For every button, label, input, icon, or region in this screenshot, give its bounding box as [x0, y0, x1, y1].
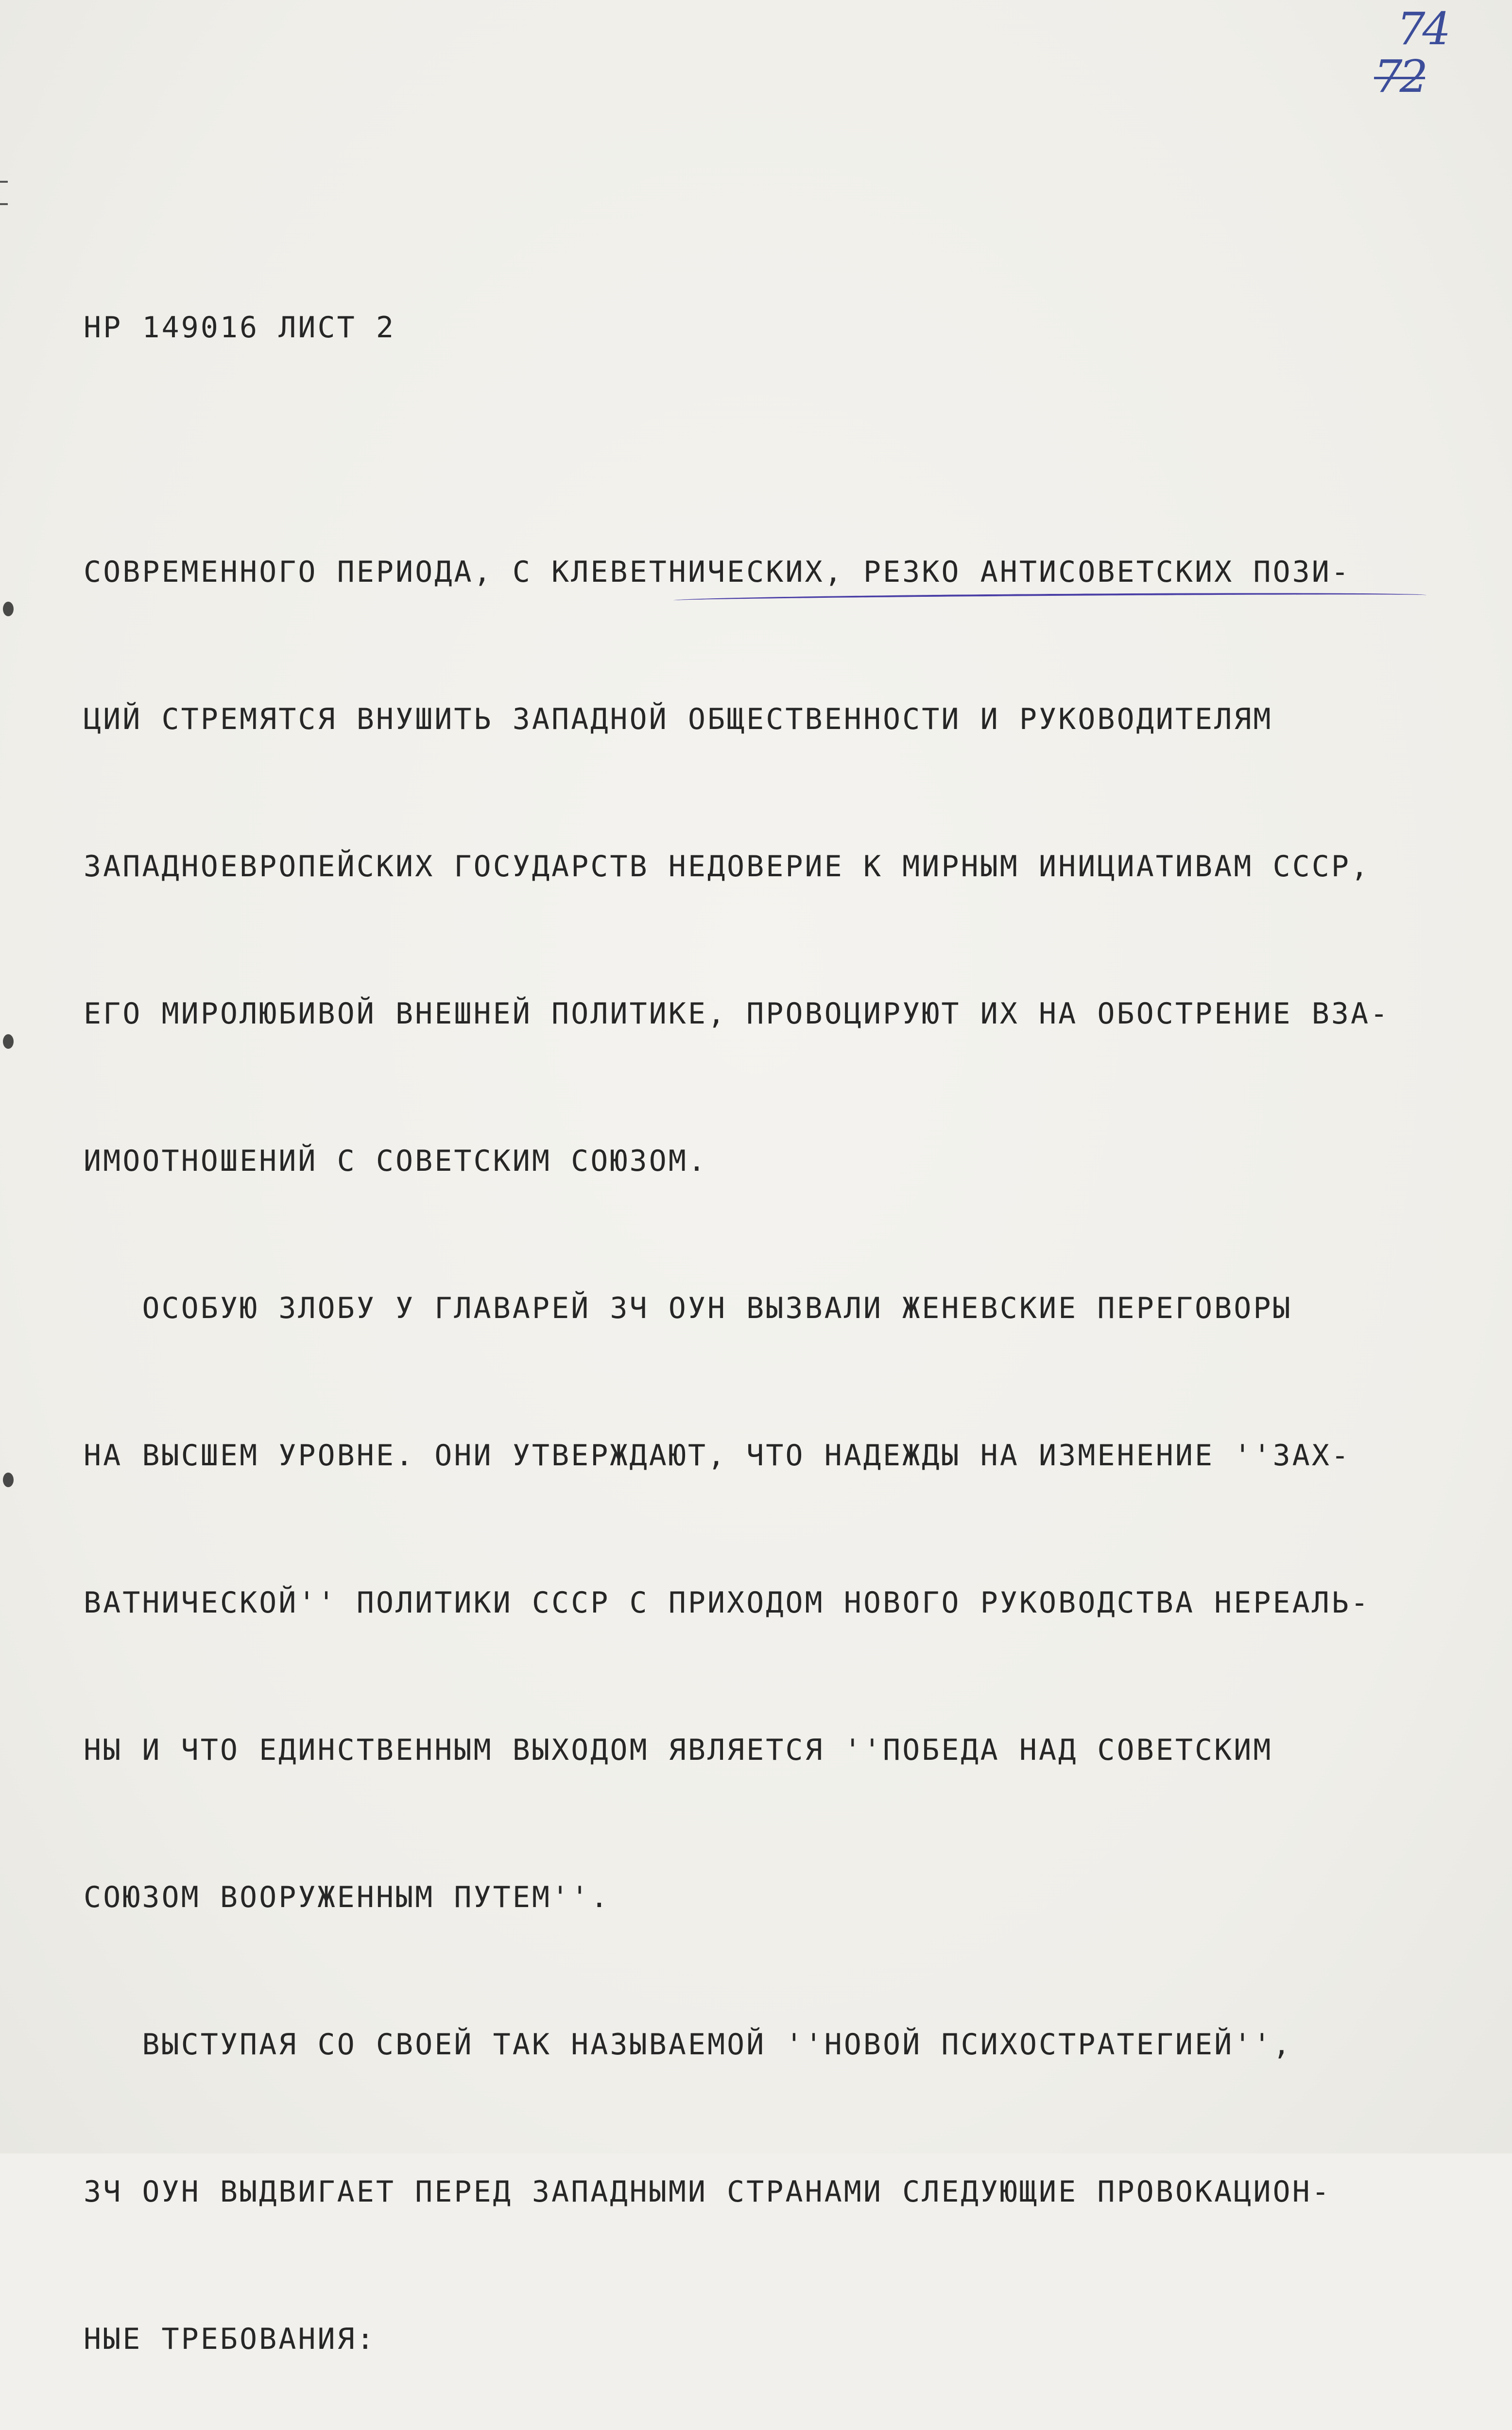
text-line: НЫ И ЧТО ЕДИНСТВЕННЫМ ВЫХОДОМ ЯВЛЯЕТСЯ ''ПОБЕДА НАД СОВЕТСКИМ [84, 1733, 1273, 1767]
text-line: ЗАПАДНОЕВРОПЕЙСКИХ ГОСУДАРСТВ НЕДОВЕРИЕ К МИРНЫМ ИНИЦИАТИВАМ СССР, [84, 850, 1371, 884]
text-line: ЦИЙ СТРЕМЯТСЯ ВНУШИТЬ ЗАПАДНОЙ ОБЩЕСТВЕННОСТИ И РУКОВОДИТЕЛЯМ [84, 702, 1273, 736]
document-reference: НР 149016 ЛИСТ 2 [84, 311, 395, 345]
binder-hole [3, 1473, 14, 1487]
edge-mark [0, 181, 8, 183]
text-line: ВЫСТУПАЯ СО СВОЕЙ ТАК НАЗЫВАЕМОЙ ''НОВОЙ ПСИХОСТРАТЕГИЕЙ'', [84, 2028, 1292, 2062]
text-line: НА ВЫСШЕМ УРОВНЕ. ОНИ УТВЕРЖДАЮТ, ЧТО НАДЕЖДЫ НА ИЗМЕНЕНИЕ ''ЗАХ- [84, 1439, 1351, 1473]
text-line: СОВРЕМЕННОГО ПЕРИОДА, С КЛЕВЕТНИЧЕСКИХ, РЕЗКО АНТИСОВЕТСКИХ ПОЗИ- [84, 555, 1351, 589]
folio-number-previous: 72 [1374, 51, 1426, 103]
text-line: ЗЧ ОУН ВЫДВИГАЕТ ПЕРЕД ЗАПАДНЫМИ СТРАНАМИ СЛЕДУЮЩИЕ ПРОВОКАЦИОН- [84, 2175, 1331, 2209]
text-line: ЕГО МИРОЛЮБИВОЙ ВНЕШНЕЙ ПОЛИТИКЕ, ПРОВОЦИРУЮТ ИХ НА ОБОСТРЕНИЕ ВЗА- [84, 997, 1390, 1031]
text-line: ОСОБУЮ ЗЛОБУ У ГЛАВАРЕЙ ЗЧ ОУН ВЫЗВАЛИ ЖЕНЕВСКИЕ ПЕРЕГОВОРЫ [84, 1291, 1292, 1325]
text-line: ВАТНИЧЕСКОЙ'' ПОЛИТИКИ СССР С ПРИХОДОМ НОВОГО РУКОВОДСТВА НЕРЕАЛЬ- [84, 1586, 1371, 1620]
text-line: СОЮЗОМ ВООРУЖЕННЫМ ПУТЕМ''. [84, 1880, 610, 1914]
text-line: ИМООТНОШЕНИЙ С СОВЕТСКИМ СОЮЗОМ. [84, 1144, 707, 1178]
edge-mark [0, 203, 8, 205]
binder-hole [3, 602, 14, 616]
document-body [84, 450, 1390, 2430]
text-line: НЫЕ ТРЕБОВАНИЯ: [84, 2322, 376, 2356]
binder-hole [3, 1034, 14, 1049]
folio-number-current: 74 [1397, 3, 1448, 55]
